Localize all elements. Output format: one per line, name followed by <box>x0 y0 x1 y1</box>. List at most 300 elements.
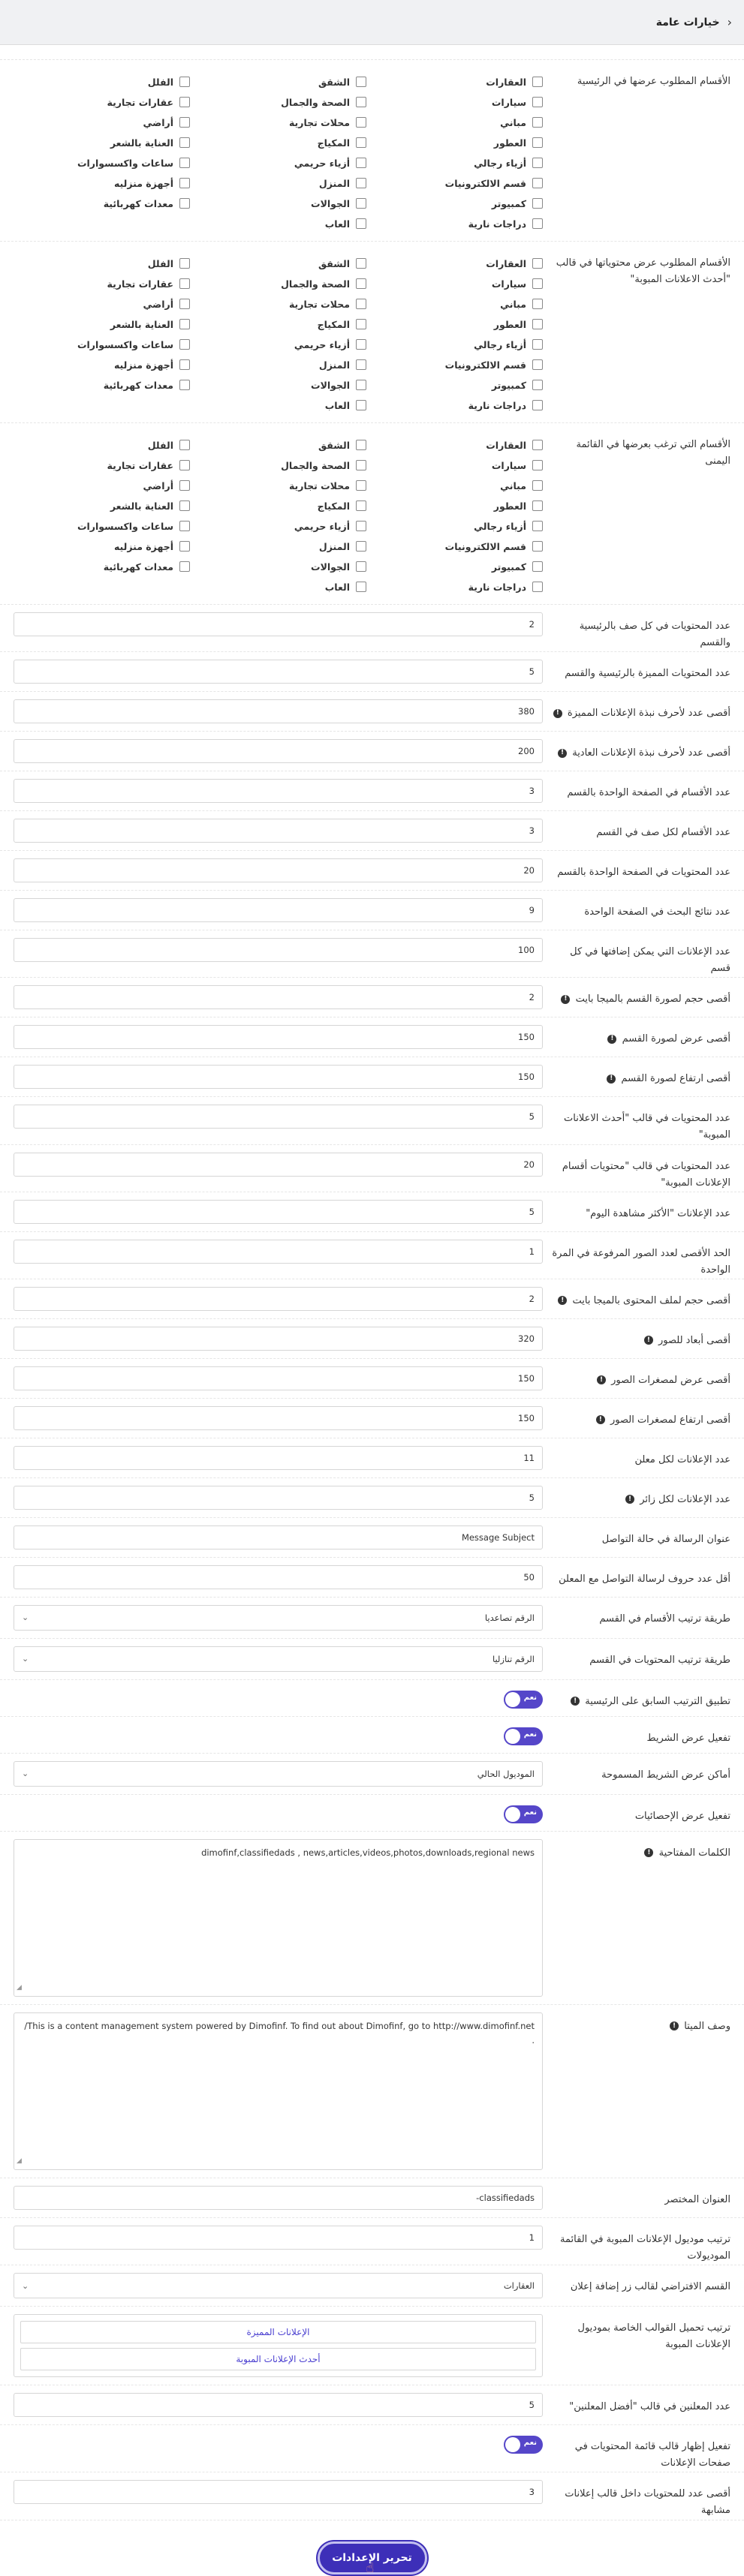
category-checkbox[interactable] <box>190 95 366 109</box>
checkbox-label: سيارات <box>491 459 526 471</box>
toggle-knob <box>505 2437 520 2452</box>
checkbox[interactable] <box>179 541 190 552</box>
label-text: أقصى عرض لصورة القسم <box>622 1033 730 1045</box>
category-checkbox[interactable] <box>366 176 543 190</box>
checkbox-label: الشقق <box>318 439 350 451</box>
checkbox-label: قسم الالكترونيات <box>444 540 526 552</box>
category-checkbox[interactable] <box>366 257 543 270</box>
checkbox[interactable] <box>356 359 366 370</box>
label-text: عدد المحتويات المميزة بالرئيسية والقسم <box>565 668 730 680</box>
category-checkbox[interactable] <box>190 358 366 371</box>
strip-places-select[interactable] <box>14 1761 543 1787</box>
hand-cursor-icon: ☝ <box>366 2559 375 2576</box>
field-label <box>550 692 730 722</box>
checkbox[interactable] <box>179 460 190 470</box>
checkbox-label: معدات كهربائية <box>103 197 173 209</box>
checkbox[interactable] <box>356 561 366 572</box>
toggle-text: نعم <box>523 1693 537 1702</box>
number-input[interactable]: 9 <box>14 898 543 922</box>
category-checkbox[interactable] <box>366 75 543 89</box>
field-label <box>550 1558 730 1588</box>
number-field-row <box>0 1438 744 1478</box>
similar-max-row <box>0 2472 744 2520</box>
checkbox[interactable] <box>532 77 543 87</box>
module-order-row <box>0 2218 744 2265</box>
textarea-value: This is a content management system powered by Dimofinf. To find out about Dimofinf, go to http://www.dimofinf.net/ . <box>24 2020 535 2046</box>
checkbox-label: أزياء حريمي <box>294 338 350 350</box>
number-input[interactable]: 150 <box>14 1406 543 1430</box>
checkbox-label: ساعات واكسسوارات <box>77 338 173 350</box>
checkbox[interactable] <box>179 521 190 531</box>
checkbox[interactable] <box>179 137 190 148</box>
checkbox[interactable] <box>356 500 366 511</box>
category-checkbox[interactable] <box>14 156 190 170</box>
category-checkbox <box>14 398 190 412</box>
checkbox[interactable] <box>179 339 190 350</box>
label-text: أقصى أبعاد للصور <box>658 1334 730 1346</box>
category-checkbox[interactable] <box>366 156 543 170</box>
category-checkbox[interactable] <box>14 176 190 190</box>
sort-contents-row <box>0 1639 744 1680</box>
short-title-input[interactable]: classifiedads- <box>14 2186 543 2210</box>
strip-row <box>0 1717 744 1754</box>
checkbox[interactable] <box>532 460 543 470</box>
category-checkbox[interactable] <box>190 297 366 311</box>
checkbox[interactable] <box>179 178 190 188</box>
category-checkbox[interactable] <box>14 317 190 331</box>
info-icon[interactable]: ! <box>596 1415 605 1424</box>
checkbox-label: الفلل <box>147 439 173 451</box>
number-field-row <box>0 1518 744 1558</box>
number-input[interactable]: 150 <box>14 1366 543 1390</box>
checkbox[interactable] <box>356 258 366 269</box>
category-checkbox[interactable] <box>190 540 366 553</box>
checkbox[interactable] <box>179 258 190 269</box>
checkbox[interactable] <box>356 97 366 107</box>
category-checkbox[interactable] <box>190 75 366 89</box>
checkbox-label: قسم الالكترونيات <box>444 359 526 371</box>
label-text: عدد المحتويات في قالب "أحدث الاعلانات المبوبة" <box>564 1113 730 1141</box>
category-checkbox[interactable] <box>366 217 543 230</box>
category-checkbox[interactable] <box>366 458 543 472</box>
number-input[interactable]: 5 <box>14 660 543 684</box>
default-category-select[interactable] <box>14 2273 543 2298</box>
keywords-textarea[interactable] <box>14 1839 543 1997</box>
resize-grip-icon[interactable]: ◢ <box>17 2157 22 2165</box>
category-checkbox[interactable] <box>14 458 190 472</box>
field-label <box>550 605 730 651</box>
category-checkbox[interactable] <box>14 197 190 210</box>
category-checkbox[interactable] <box>366 479 543 492</box>
category-checkbox[interactable] <box>190 176 366 190</box>
category-checkbox[interactable] <box>14 136 190 149</box>
checkbox[interactable] <box>356 521 366 531</box>
category-checkbox[interactable] <box>366 297 543 311</box>
number-input[interactable]: 50 <box>14 1565 543 1589</box>
field-label <box>550 1097 730 1144</box>
label-text: الحد الأقصى لعدد الصور المرفوعة في المرة الواحدة <box>552 1247 730 1276</box>
category-checkbox[interactable] <box>366 540 543 553</box>
category-checkbox[interactable] <box>366 560 543 573</box>
checkbox-label: المكياج <box>317 137 350 149</box>
field-label: أماكن عرض الشريط المسموحة <box>601 1769 730 1781</box>
number-input[interactable]: 5 <box>14 1200 543 1224</box>
number-input[interactable]: 20 <box>14 858 543 882</box>
category-checkbox[interactable] <box>366 277 543 290</box>
category-checkbox[interactable] <box>190 458 366 472</box>
checkbox-label: الصحة والجمال <box>281 459 350 471</box>
checkbox-label: الجوالات <box>311 379 350 391</box>
checkbox-label: محلات تجارية <box>288 116 350 128</box>
checkbox[interactable] <box>179 380 190 390</box>
number-field-row <box>0 1279 744 1319</box>
checkbox[interactable] <box>532 521 543 531</box>
checkbox[interactable] <box>179 561 190 572</box>
category-checkbox[interactable] <box>190 499 366 512</box>
checkbox[interactable] <box>356 440 366 450</box>
field-label: تفعيل إظهار قالب قائمة المحتويات في صفحات الإعلانات <box>574 2441 730 2469</box>
category-checkbox[interactable] <box>366 519 543 533</box>
checkbox[interactable] <box>532 137 543 148</box>
content-list-toggle[interactable] <box>504 2436 543 2454</box>
checkbox[interactable] <box>356 480 366 491</box>
checkbox-label: العطور <box>493 500 526 512</box>
checkbox-label: معدات كهربائية <box>103 379 173 391</box>
category-checkbox[interactable] <box>14 479 190 492</box>
checkbox[interactable] <box>179 77 190 87</box>
stats-toggle[interactable] <box>504 1805 543 1823</box>
category-checkbox[interactable] <box>14 499 190 512</box>
category-checkbox[interactable] <box>14 75 190 89</box>
field-label: طريقة ترتيب المحتويات في القسم <box>589 1654 730 1666</box>
category-checkbox[interactable] <box>14 277 190 290</box>
category-checkbox[interactable] <box>190 479 366 492</box>
checkbox-label: محلات تجارية <box>288 479 350 491</box>
checkbox[interactable] <box>179 117 190 128</box>
checkbox[interactable] <box>532 480 543 491</box>
number-field-row <box>0 811 744 851</box>
checkbox[interactable] <box>356 380 366 390</box>
checkbox[interactable] <box>356 278 366 289</box>
checkbox[interactable] <box>356 158 366 168</box>
info-icon[interactable]: ! <box>561 995 570 1004</box>
chevron-down-icon: ⌄ <box>22 2280 29 2291</box>
category-checkbox-group <box>0 423 744 605</box>
field-label <box>550 930 730 977</box>
category-checkbox[interactable] <box>366 398 543 412</box>
category-checkbox[interactable] <box>14 540 190 553</box>
section-header[interactable] <box>0 0 744 45</box>
sortable-item[interactable]: أحدث الإعلانات المبوبة <box>20 2348 536 2370</box>
number-field-row <box>0 1359 744 1399</box>
field-label: الأقسام المطلوب عرضها في الرئيسية <box>577 76 730 87</box>
category-checkbox[interactable] <box>14 95 190 109</box>
category-checkbox[interactable] <box>14 438 190 452</box>
field-label: الأقسام التي ترغب بعرضها في القائمة اليمنى <box>576 439 730 467</box>
meta-row <box>0 2005 744 2178</box>
toggle-text: نعم <box>523 2439 537 2448</box>
checkbox[interactable] <box>532 541 543 552</box>
checkbox[interactable] <box>356 299 366 309</box>
category-checkbox[interactable] <box>190 560 366 573</box>
info-icon[interactable]: ! <box>553 709 562 718</box>
field-label <box>550 1192 730 1222</box>
checkbox[interactable] <box>356 339 366 350</box>
label-text: عدد المحتويات في قالب "محتويات أقسام الإعلانات المبوبة" <box>562 1160 730 1189</box>
category-checkbox <box>14 580 190 594</box>
checkbox[interactable] <box>532 278 543 289</box>
category-checkbox[interactable] <box>190 378 366 392</box>
category-checkbox[interactable] <box>366 358 543 371</box>
number-input[interactable]: 320 <box>14 1327 543 1351</box>
checkbox[interactable] <box>532 339 543 350</box>
checkbox-label: العقارات <box>486 439 526 451</box>
checkbox[interactable] <box>179 359 190 370</box>
category-checkbox[interactable] <box>366 499 543 512</box>
chevron-down-icon: ⌄ <box>22 1654 29 1664</box>
label-text: عدد الأقسام لكل صف في القسم <box>596 827 730 839</box>
number-field-row <box>0 1057 744 1097</box>
category-checkbox[interactable] <box>14 116 190 129</box>
number-input[interactable]: 3 <box>14 779 543 803</box>
category-checkbox[interactable] <box>366 116 543 129</box>
checkbox[interactable] <box>356 400 366 410</box>
sort-contents-select[interactable] <box>14 1646 543 1672</box>
checkbox[interactable] <box>532 319 543 329</box>
checkbox-label: كمبيوتر <box>491 197 526 209</box>
checkbox[interactable] <box>179 299 190 309</box>
checkbox[interactable] <box>179 97 190 107</box>
category-checkbox[interactable] <box>190 338 366 351</box>
checkbox[interactable] <box>532 258 543 269</box>
category-checkbox[interactable] <box>14 560 190 573</box>
field-label <box>550 1438 730 1468</box>
category-checkbox[interactable] <box>190 519 366 533</box>
home-order-toggle[interactable] <box>504 1691 543 1709</box>
checkbox[interactable] <box>532 299 543 309</box>
number-input[interactable]: 150 <box>14 1065 543 1089</box>
checkbox-label: الشقق <box>318 76 350 88</box>
category-checkbox[interactable] <box>190 317 366 331</box>
checkbox-label: العقارات <box>486 257 526 269</box>
module-order-input[interactable]: 1 <box>14 2226 543 2250</box>
checkbox[interactable] <box>532 400 543 410</box>
checkbox-label: الجوالات <box>311 197 350 209</box>
category-checkbox[interactable] <box>366 95 543 109</box>
number-input[interactable]: 5 <box>14 1105 543 1129</box>
checkbox[interactable] <box>179 158 190 168</box>
checkbox-label: قسم الالكترونيات <box>444 177 526 189</box>
toggle-knob <box>505 1692 520 1707</box>
category-checkbox[interactable] <box>190 156 366 170</box>
info-icon[interactable]: ! <box>644 1848 653 1857</box>
category-checkbox[interactable] <box>190 136 366 149</box>
info-icon[interactable]: ! <box>607 1035 616 1044</box>
label-text: عدد الإعلانات التي يمكن إضافتها في كل قسم <box>570 946 730 975</box>
category-checkbox[interactable] <box>14 358 190 371</box>
checkbox[interactable] <box>532 380 543 390</box>
toggle-knob <box>505 1807 520 1822</box>
number-input[interactable]: 2 <box>14 612 543 636</box>
label-text: أقصى عرض لمصغرات الصور <box>611 1374 730 1386</box>
checkbox[interactable] <box>356 582 366 592</box>
checkbox[interactable] <box>179 440 190 450</box>
number-input[interactable]: Message Subject <box>14 1525 543 1550</box>
category-checkbox[interactable] <box>14 519 190 533</box>
sortable-item[interactable]: الإعلانات المميزة <box>20 2321 536 2343</box>
info-icon[interactable]: ! <box>670 2021 679 2030</box>
category-checkbox[interactable] <box>190 580 366 594</box>
label-text: الكلمات المفتاحية <box>658 1847 730 1859</box>
info-icon[interactable]: ! <box>644 1336 653 1345</box>
checkbox-label: عقارات تجارية <box>107 96 173 108</box>
checkbox[interactable] <box>356 319 366 329</box>
category-checkbox[interactable] <box>14 257 190 270</box>
number-input[interactable]: 5 <box>14 1486 543 1510</box>
checkbox[interactable] <box>532 178 543 188</box>
category-checkbox[interactable] <box>366 338 543 351</box>
sort-categories-select[interactable] <box>14 1605 543 1631</box>
category-checkbox[interactable] <box>14 297 190 311</box>
checkbox[interactable] <box>356 541 366 552</box>
field-label <box>550 1832 730 1862</box>
number-input[interactable]: 3 <box>14 819 543 843</box>
number-field-row <box>0 1017 744 1057</box>
checkbox-label: العناية بالشعر <box>110 137 173 149</box>
number-input[interactable]: 200 <box>14 739 543 763</box>
category-checkbox[interactable] <box>366 378 543 392</box>
checkbox[interactable] <box>179 319 190 329</box>
number-input[interactable]: 150 <box>14 1025 543 1049</box>
category-checkbox[interactable] <box>366 438 543 452</box>
checkbox[interactable] <box>356 137 366 148</box>
label-text: تطبيق الترتيب السابق على الرئيسية <box>585 1695 730 1707</box>
info-icon[interactable]: ! <box>625 1495 634 1504</box>
checkbox[interactable] <box>356 117 366 128</box>
category-checkbox[interactable] <box>14 338 190 351</box>
field-label <box>550 1319 730 1349</box>
checkbox-label: العقارات <box>486 76 526 88</box>
number-input[interactable]: 2 <box>14 985 543 1009</box>
checkbox-label: سيارات <box>491 278 526 290</box>
category-checkbox[interactable] <box>190 257 366 270</box>
chevron-down-icon: ⌄ <box>22 1613 29 1623</box>
spacer <box>0 45 744 60</box>
label-text: وصف الميتا <box>684 2020 730 2032</box>
checkbox-label: أراضي <box>143 479 173 491</box>
checkbox[interactable] <box>179 480 190 491</box>
checkbox[interactable] <box>532 561 543 572</box>
category-checkbox[interactable] <box>366 317 543 331</box>
meta-textarea[interactable] <box>14 2012 543 2170</box>
checkbox-label: أراضي <box>143 116 173 128</box>
save-settings-button[interactable] <box>318 2541 427 2574</box>
number-field-row <box>0 1145 744 1192</box>
category-checkbox[interactable] <box>190 277 366 290</box>
category-checkbox[interactable] <box>366 197 543 210</box>
category-checkbox[interactable] <box>14 378 190 392</box>
checkbox[interactable] <box>532 158 543 168</box>
info-icon[interactable]: ! <box>558 1296 567 1305</box>
checkbox[interactable] <box>179 500 190 511</box>
info-icon[interactable]: ! <box>607 1075 616 1084</box>
number-field-row <box>0 732 744 771</box>
checkbox[interactable] <box>532 198 543 209</box>
strip-toggle[interactable] <box>504 1727 543 1745</box>
info-icon[interactable]: ! <box>558 749 567 758</box>
checkbox[interactable] <box>356 77 366 87</box>
toggle-text: نعم <box>523 1808 537 1817</box>
checkbox[interactable] <box>179 278 190 289</box>
number-field-row <box>0 1192 744 1232</box>
checkbox-label: دراجات نارية <box>468 218 526 230</box>
category-checkbox[interactable] <box>190 217 366 230</box>
checkbox[interactable] <box>532 359 543 370</box>
checkbox-label: محلات تجارية <box>288 298 350 310</box>
checkbox-label: دراجات نارية <box>468 581 526 593</box>
checkbox-label: كمبيوتر <box>491 561 526 573</box>
checkbox[interactable] <box>532 97 543 107</box>
category-checkbox[interactable] <box>366 136 543 149</box>
checkbox[interactable] <box>532 218 543 229</box>
checkbox[interactable] <box>356 460 366 470</box>
label-text: أقصى عدد لأحرف نبذة الإعلانات المميزة <box>567 708 730 720</box>
number-input[interactable]: 380 <box>14 699 543 723</box>
label-text: عدد الإعلانات "الأكثر مشاهدة اليوم" <box>586 1207 730 1219</box>
sort-categories-row <box>0 1598 744 1639</box>
label-text: عنوان الرسالة في حالة التواصل <box>601 1533 730 1545</box>
number-input[interactable]: 11 <box>14 1446 543 1470</box>
category-checkbox[interactable] <box>190 438 366 452</box>
checkbox[interactable] <box>356 218 366 229</box>
field-label: طريقة ترتيب الأقسام في القسم <box>599 1613 730 1625</box>
field-label: أقصى عدد للمحتويات داخل قالب إعلانات مشابهة <box>565 2488 730 2517</box>
number-field-row <box>0 1097 744 1144</box>
category-checkbox[interactable] <box>190 398 366 412</box>
field-label <box>550 978 730 1008</box>
number-input[interactable]: 100 <box>14 938 543 962</box>
info-icon[interactable]: ! <box>571 1697 580 1706</box>
checkbox[interactable] <box>356 198 366 209</box>
category-checkbox[interactable] <box>190 197 366 210</box>
info-icon[interactable]: ! <box>597 1375 606 1384</box>
stats-row <box>0 1795 744 1832</box>
field-label: تفعيل عرض الإحصائيات <box>634 1810 730 1822</box>
number-input[interactable]: 2 <box>14 1287 543 1311</box>
category-checkbox[interactable] <box>366 580 543 594</box>
similar-max-input[interactable]: 3 <box>14 2480 543 2504</box>
checkbox-label: أزياء رجالي <box>474 338 526 350</box>
checkbox[interactable] <box>532 582 543 592</box>
number-field-row <box>0 1399 744 1438</box>
checkbox[interactable] <box>532 500 543 511</box>
resize-grip-icon[interactable]: ◢ <box>17 1983 22 1991</box>
best-advertisers-input[interactable]: 5 <box>14 2393 543 2417</box>
checkbox[interactable] <box>532 440 543 450</box>
checkbox[interactable] <box>532 117 543 128</box>
number-input[interactable]: 20 <box>14 1153 543 1177</box>
checkbox-label: المنزل <box>318 540 350 552</box>
checkbox-label: العطور <box>493 137 526 149</box>
checkbox-label: مباني <box>500 479 526 491</box>
toggle-knob <box>505 1729 520 1744</box>
checkbox-label: المكياج <box>317 318 350 330</box>
checkbox[interactable] <box>179 198 190 209</box>
category-checkbox[interactable] <box>190 116 366 129</box>
label-text: عدد نتائج البحث في الصفحة الواحدة <box>584 906 730 918</box>
number-input[interactable]: 1 <box>14 1240 543 1264</box>
checkbox[interactable] <box>356 178 366 188</box>
